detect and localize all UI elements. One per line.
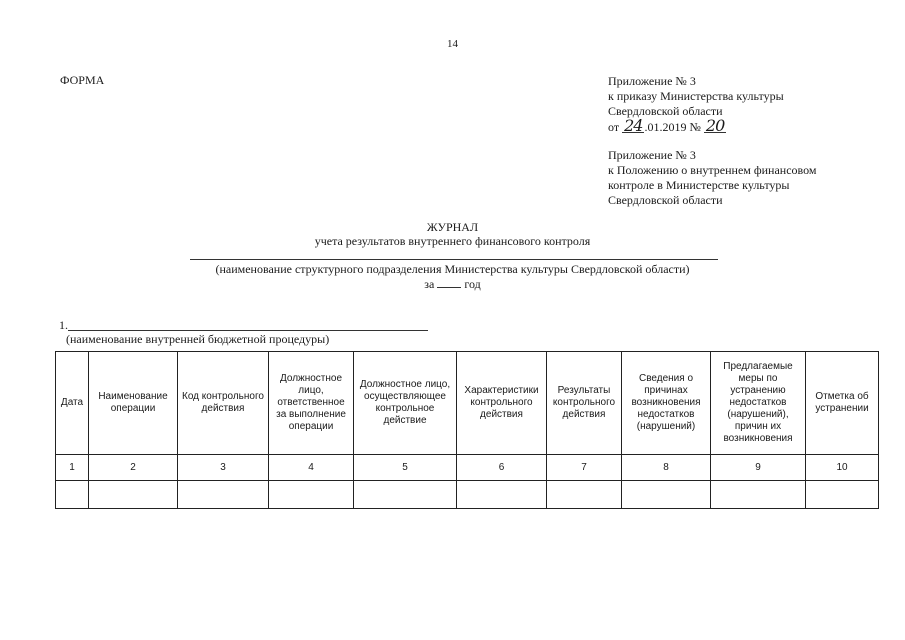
year-blank	[437, 277, 461, 288]
column-number: 2	[89, 455, 178, 481]
column-number: 3	[178, 455, 269, 481]
empty-cell	[806, 481, 879, 509]
annex-order-block	[608, 74, 888, 135]
header-control-code: Код контрольного действия	[178, 352, 269, 455]
annex-order-date-line	[608, 116, 888, 135]
empty-cell	[354, 481, 457, 509]
date-prefix: от	[608, 120, 620, 134]
column-number: 5	[354, 455, 457, 481]
empty-cell	[711, 481, 806, 509]
empty-cell	[457, 481, 547, 509]
annex-regulation-block	[608, 148, 888, 208]
journal-title: ЖУРНАЛ	[426, 220, 479, 234]
empty-cell	[178, 481, 269, 509]
empty-cell	[269, 481, 354, 509]
year-line	[0, 277, 905, 292]
header-control-results: Результаты контрольного действия	[547, 352, 622, 455]
annex-order-line1: Приложение № 3	[608, 74, 696, 88]
procedure-blank-line	[68, 330, 428, 331]
procedure-caption: (наименование внутренней бюджетной процедуры)	[66, 332, 330, 346]
annex-regulation-line1: Приложение № 3	[608, 148, 696, 162]
table-header-row	[56, 352, 879, 455]
empty-cell	[89, 481, 178, 509]
column-number: 4	[269, 455, 354, 481]
department-blank-line	[190, 259, 718, 260]
journal-subtitle: учета результатов внутреннего финансового контроля	[314, 234, 591, 248]
column-number: 1	[56, 455, 89, 481]
year-prefix: за	[424, 277, 435, 291]
header-operation-name: Наименование операции	[89, 352, 178, 455]
page-number: 14	[447, 38, 458, 50]
table-number-row	[56, 455, 879, 481]
column-number: 7	[547, 455, 622, 481]
annex-regulation-line2: к Положению о внутреннем финансовом	[608, 163, 817, 177]
header-control-characteristics: Характеристики контрольного действия	[457, 352, 547, 455]
date-rest: .01.2019 №	[644, 120, 701, 134]
column-number: 9	[711, 455, 806, 481]
header-deficiency-causes: Сведения о причинах возникновения недостатков (нарушений)	[622, 352, 711, 455]
column-number: 10	[806, 455, 879, 481]
form-label: ФОРМА	[60, 73, 105, 87]
handwritten-order-number: 20	[705, 116, 725, 135]
header-responsible-official: Должностное лицо, ответственное за выполнение операции	[269, 352, 354, 455]
year-suffix: год	[464, 277, 481, 291]
column-number: 8	[622, 455, 711, 481]
empty-cell	[547, 481, 622, 509]
annex-regulation-line3: контроле в Министерстве культуры	[608, 178, 790, 192]
header-elimination-mark: Отметка об устранении	[806, 352, 879, 455]
journal-table	[55, 351, 879, 509]
procedure-number: 1.	[59, 318, 68, 332]
empty-cell	[622, 481, 711, 509]
annex-regulation-line4: Свердловской области	[608, 193, 723, 207]
header-date: Дата	[56, 352, 89, 455]
handwritten-day: 24	[624, 116, 643, 135]
header-controlling-official: Должностное лицо, осуществляющее контрольное действие	[354, 352, 457, 455]
empty-cell	[56, 481, 89, 509]
annex-order-line3: Свердловской области	[608, 104, 723, 118]
column-number: 6	[457, 455, 547, 481]
header-proposed-measures: Предлагаемые меры по устранению недостатков (нарушений), причин их возникновения	[711, 352, 806, 455]
annex-order-line2: к приказу Министерства культуры	[608, 89, 784, 103]
table-row	[56, 481, 879, 509]
department-caption: (наименование структурного подразделения Министерства культуры Свердловской области)	[215, 262, 690, 276]
